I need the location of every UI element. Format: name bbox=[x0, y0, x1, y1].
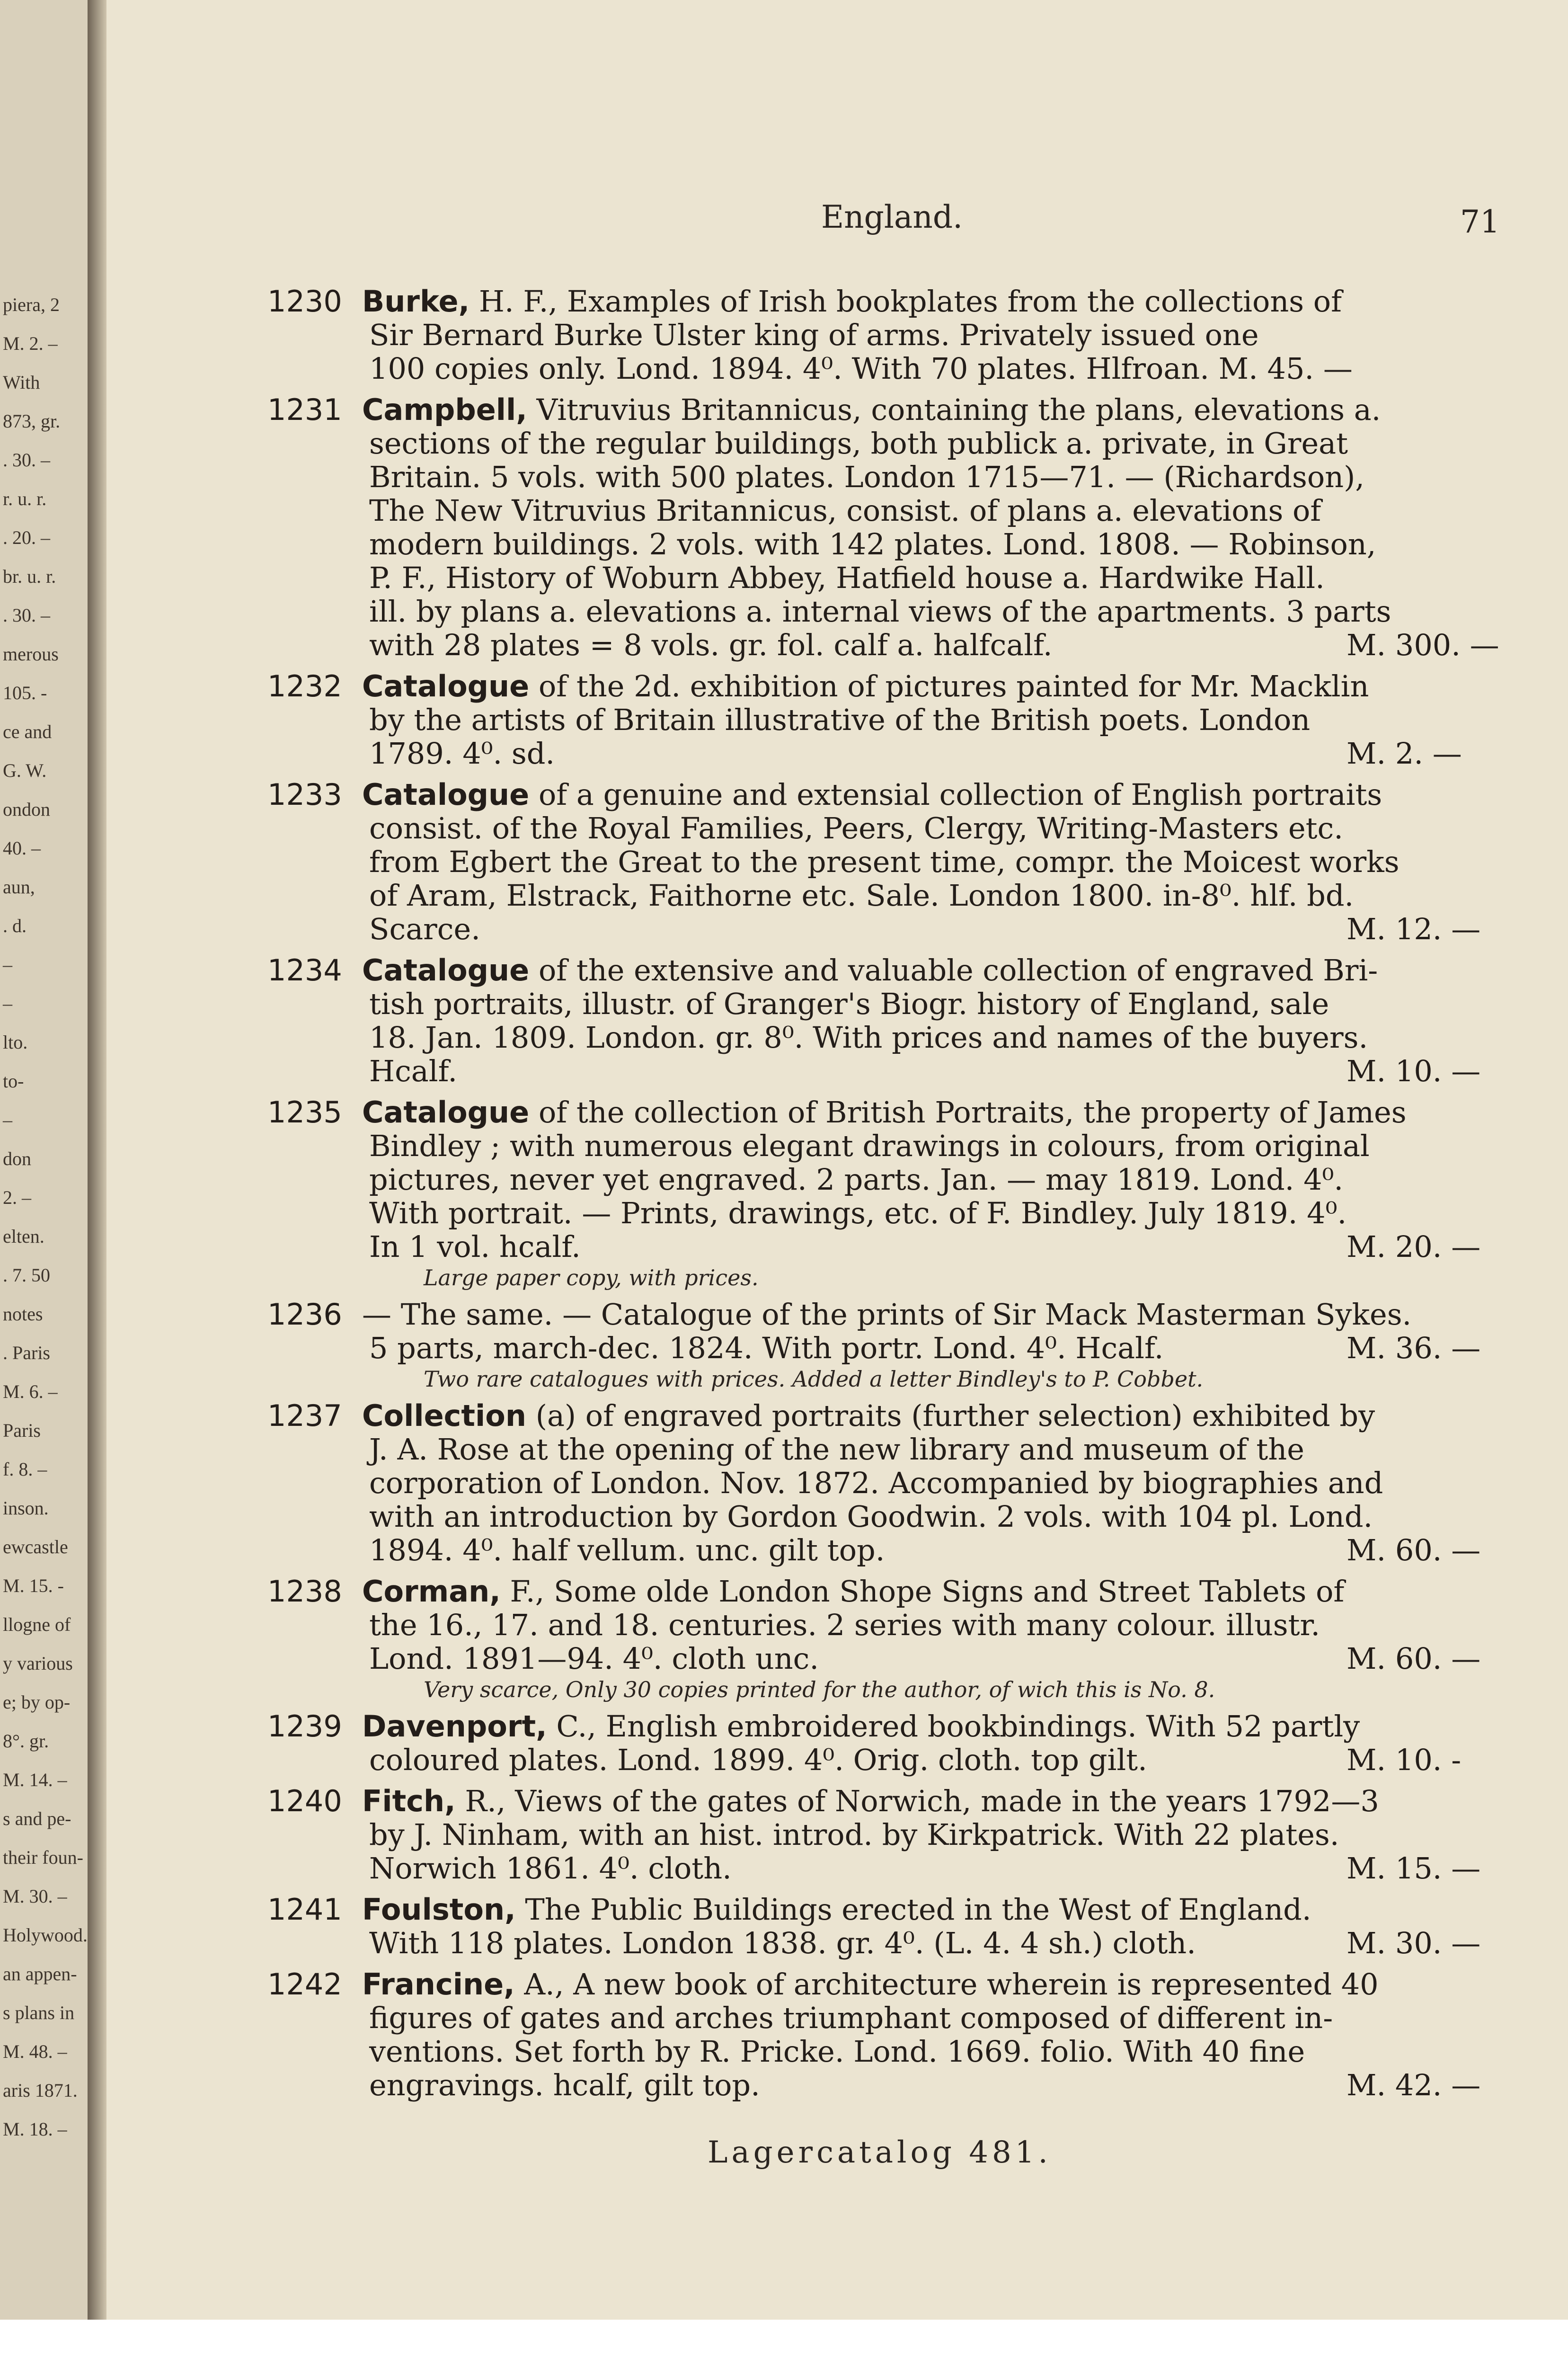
previous-page-fragment: f. 8. – bbox=[3, 1459, 47, 1480]
entry-number: 1234 bbox=[267, 953, 342, 988]
previous-page-fragment: ondon bbox=[3, 799, 50, 820]
previous-page-fragment: With bbox=[3, 372, 40, 393]
entry-text: C., English embroidered bookbindings. With 52 partly bbox=[556, 1709, 1360, 1744]
entry-text-line bbox=[362, 669, 1369, 703]
entry-number: 1232 bbox=[267, 669, 342, 703]
previous-page-fragment: M. 30. – bbox=[3, 1886, 67, 1907]
entry-note: Large paper copy, with prices. bbox=[424, 1265, 759, 1290]
entry-text: Britain. 5 vols. with 500 plates. London 1715—71. — (Richardson), bbox=[369, 460, 1364, 494]
previous-page-fragment: merous bbox=[3, 643, 59, 665]
previous-page-fragment: M. 18. – bbox=[3, 2118, 67, 2140]
previous-page-edge bbox=[0, 0, 90, 2320]
entry-text-line bbox=[362, 777, 1382, 812]
entry-text: The New Vitruvius Britannicus, consist. of plans a. elevations of bbox=[369, 493, 1321, 528]
previous-page-fragment: notes bbox=[3, 1303, 43, 1325]
entry-price: M. 12. — bbox=[1347, 912, 1481, 946]
previous-page-fragment: – bbox=[3, 954, 12, 975]
entry-number: 1235 bbox=[267, 1095, 342, 1130]
entry-text: coloured plates. Lond. 1899. 4⁰. Orig. cloth. top gilt. bbox=[369, 1743, 1147, 1777]
entry-text: 1894. 4⁰. half vellum. unc. gilt top. bbox=[369, 1533, 885, 1567]
previous-page-fragment: s and pe- bbox=[3, 1808, 71, 1829]
entry-price: M. 30. — bbox=[1347, 1926, 1481, 1960]
entry-text-line bbox=[369, 1020, 1368, 1055]
entry-text: with 28 plates = 8 vols. gr. fol. calf a. halfcalf. bbox=[369, 628, 1053, 662]
entry-text-line bbox=[362, 392, 1381, 427]
entry-number: 1236 bbox=[267, 1297, 342, 1332]
entry-text: figures of gates and arches triumphant composed of different in- bbox=[369, 2001, 1333, 2035]
previous-page-fragment: G. W. bbox=[3, 760, 47, 781]
book-gutter bbox=[88, 0, 106, 2320]
previous-page-fragment: . 20. – bbox=[3, 527, 50, 548]
entry-text-line bbox=[369, 2068, 760, 2102]
entry-price: M. 20. — bbox=[1347, 1229, 1481, 1264]
entry-text-line bbox=[369, 987, 1329, 1021]
entry-price: M. 300. — bbox=[1347, 628, 1499, 662]
previous-page-fragment: . 7. 50 bbox=[3, 1264, 50, 1286]
previous-page-fragment: – bbox=[3, 1109, 12, 1130]
entry-text: from Egbert the Great to the present time, compr. the Moicest works bbox=[369, 845, 1400, 879]
entry-text: sections of the regular buildings, both publick a. private, in Great bbox=[369, 426, 1348, 461]
entry-text-line bbox=[369, 1743, 1147, 1777]
entry-text: P. F., History of Woburn Abbey, Hatfield house a. Hardwike Hall. bbox=[369, 561, 1325, 595]
previous-page-fragment: to- bbox=[3, 1070, 24, 1092]
entry-text-line bbox=[369, 1466, 1383, 1500]
entry-text-line bbox=[369, 1162, 1343, 1197]
entry-text-line bbox=[369, 1926, 1196, 1960]
entry-text-line bbox=[369, 1229, 581, 1264]
entry-text-line bbox=[369, 628, 1053, 662]
previous-page-fragment: M. 14. – bbox=[3, 1769, 67, 1790]
previous-page-fragment: 8°. gr. bbox=[3, 1730, 49, 1752]
entry-text: by the artists of Britain illustrative of the British poets. London bbox=[369, 703, 1311, 737]
entry-text: In 1 vol. hcalf. bbox=[369, 1229, 581, 1264]
entry-text: Hcalf. bbox=[369, 1054, 458, 1088]
previous-page-fragment: br. u. r. bbox=[3, 566, 56, 587]
entry-text: the 16., 17. and 18. centuries. 2 series with many colour. illustr. bbox=[369, 1608, 1320, 1642]
previous-page-fragment: . Paris bbox=[3, 1342, 50, 1363]
entry-text-line bbox=[369, 493, 1321, 528]
previous-page-fragment: s plans in bbox=[3, 2002, 75, 2023]
previous-page-fragment: their foun- bbox=[3, 1847, 83, 1868]
entry-text: of the collection of British Portraits, the property of James bbox=[538, 1095, 1407, 1130]
entry-author: Catalogue bbox=[362, 669, 530, 703]
entry-text: pictures, never yet engraved. 2 parts. Jan. — may 1819. Lond. 4⁰. bbox=[369, 1162, 1344, 1197]
entry-text: of a genuine and extensial collection of English portraits bbox=[538, 777, 1382, 812]
entry-text-line bbox=[369, 736, 555, 771]
entry-text-line bbox=[362, 1709, 1360, 1744]
entry-author: Catalogue bbox=[362, 953, 530, 988]
entry-text: tish portraits, illustr. of Granger's Biogr. history of England, sale bbox=[369, 987, 1329, 1021]
entry-text: The Public Buildings erected in the West of England. bbox=[525, 1892, 1311, 1927]
entry-text: With portrait. — Prints, drawings, etc. of F. Bindley. July 1819. 4⁰. bbox=[369, 1196, 1347, 1230]
entry-number: 1240 bbox=[267, 1784, 342, 1818]
entry-text: 1789. 4⁰. sd. bbox=[369, 736, 555, 771]
entry-text: corporation of London. Nov. 1872. Accompanied by biographies and bbox=[369, 1466, 1383, 1500]
entry-price: M. 42. — bbox=[1347, 2068, 1481, 2102]
entry-number: 1242 bbox=[267, 1967, 342, 2002]
entry-author: Catalogue bbox=[362, 777, 530, 812]
entry-author: Campbell, bbox=[362, 392, 527, 427]
previous-page-fragment: Holywood. bbox=[3, 1924, 88, 1946]
entry-number: 1238 bbox=[267, 1574, 342, 1609]
entry-text: ventions. Set forth by R. Pricke. Lond. 1669. folio. With 40 fine bbox=[369, 2034, 1305, 2069]
entry-note: Very scarce, Only 30 copies printed for the author, of wich this is No. 8. bbox=[424, 1677, 1215, 1702]
entry-number: 1237 bbox=[267, 1398, 342, 1433]
entry-text: Bindley ; with numerous elegant drawings in colours, from original bbox=[369, 1129, 1370, 1163]
entry-text-line bbox=[369, 351, 1353, 386]
entry-text-line bbox=[369, 527, 1376, 561]
entry-text-line bbox=[369, 703, 1310, 737]
catalog-page bbox=[106, 0, 1568, 2320]
entry-author: Fitch, bbox=[362, 1784, 456, 1818]
previous-page-fragment: piera, 2 bbox=[3, 294, 60, 315]
viewer-footer-bar bbox=[0, 2320, 1568, 2367]
entry-text-line bbox=[369, 561, 1325, 595]
entry-text: 100 copies only. Lond. 1894. 4⁰. With 70 plates. Hlfroan. M. 45. — bbox=[369, 351, 1353, 386]
entry-text: 5 parts, march-dec. 1824. With portr. Lond. 4⁰. Hcalf. bbox=[369, 1331, 1164, 1365]
entry-text-line bbox=[369, 878, 1354, 913]
entry-text-line bbox=[369, 1054, 457, 1088]
entry-author: Davenport, bbox=[362, 1709, 547, 1744]
entry-author: Foulston, bbox=[362, 1892, 516, 1927]
previous-page-fragment: aun, bbox=[3, 876, 35, 898]
page-number: 71 bbox=[1460, 204, 1500, 240]
entry-price: M. 36. — bbox=[1347, 1331, 1481, 1365]
entry-text: Scarce. bbox=[369, 912, 480, 946]
entry-text: of the extensive and valuable collection of engraved Bri- bbox=[538, 953, 1378, 988]
entry-text-line bbox=[362, 1892, 1311, 1927]
entry-text: of Aram, Elstrack, Faithorne etc. Sale. London 1800. in-8⁰. hlf. bd. bbox=[369, 878, 1354, 913]
entry-text: H. F., Examples of Irish bookplates from the collections of bbox=[478, 284, 1342, 319]
entry-text: Norwich 1861. 4⁰. cloth. bbox=[369, 1851, 732, 1886]
entry-text: Sir Bernard Burke Ulster king of arms. Privately issued one bbox=[369, 318, 1259, 352]
previous-page-fragment: r. u. r. bbox=[3, 488, 47, 509]
entry-author: Collection bbox=[362, 1398, 527, 1433]
previous-page-fragment: 873, gr. bbox=[3, 410, 61, 432]
entry-text-line bbox=[369, 460, 1364, 494]
entry-text-line bbox=[369, 912, 480, 946]
previous-page-fragment: . d. bbox=[3, 915, 27, 936]
entry-price: M. 15. — bbox=[1347, 1851, 1481, 1886]
entry-price: M. 60. — bbox=[1347, 1641, 1481, 1676]
previous-page-fragment: ce and bbox=[3, 721, 52, 742]
entry-author: Catalogue bbox=[362, 1095, 530, 1130]
entry-text: of the 2d. exhibition of pictures painted for Mr. Macklin bbox=[538, 669, 1369, 703]
entry-text-line bbox=[369, 2034, 1305, 2069]
entry-text: J. A. Rose at the opening of the new library and museum of the bbox=[369, 1432, 1304, 1467]
entry-author: Burke, bbox=[362, 284, 470, 319]
entry-text-line bbox=[362, 953, 1378, 988]
entry-text-line bbox=[369, 1196, 1347, 1230]
entry-text: (a) of engraved portraits (further selection) exhibited by bbox=[535, 1398, 1375, 1433]
entry-text-line bbox=[362, 1297, 1411, 1332]
entry-text: modern buildings. 2 vols. with 142 plates. Lond. 1808. — Robinson, bbox=[369, 527, 1376, 561]
previous-page-fragment: lto. bbox=[3, 1032, 28, 1053]
previous-page-fragment: don bbox=[3, 1148, 31, 1169]
previous-page-fragment: . 30. – bbox=[3, 449, 50, 471]
previous-page-fragment: – bbox=[3, 993, 12, 1014]
previous-page-fragment: Paris bbox=[3, 1420, 41, 1441]
entry-text-line bbox=[369, 426, 1348, 461]
entry-number: 1241 bbox=[267, 1892, 342, 1927]
entry-number: 1231 bbox=[267, 392, 342, 427]
entry-text-line bbox=[369, 811, 1343, 845]
entry-text: A., A new book of architecture wherein is represented 40 bbox=[524, 1967, 1379, 2002]
entry-number: 1233 bbox=[267, 777, 342, 812]
previous-page-fragment: an appen- bbox=[3, 1963, 77, 1984]
previous-page-fragment: 2. – bbox=[3, 1187, 31, 1208]
previous-page-fragment: 105. - bbox=[3, 682, 47, 703]
entry-text: 18. Jan. 1809. London. gr. 8⁰. With prices and names of the buyers. bbox=[369, 1020, 1368, 1055]
entry-text-line bbox=[369, 1129, 1370, 1163]
entry-price: M. 10. — bbox=[1347, 1054, 1481, 1088]
previous-page-fragment: y various bbox=[3, 1653, 73, 1674]
entry-text-line bbox=[362, 1095, 1407, 1130]
entry-text-line bbox=[369, 318, 1259, 352]
previous-page-fragment: . 30. – bbox=[3, 605, 50, 626]
previous-page-fragment: ewcastle bbox=[3, 1536, 68, 1557]
entry-text: F., Some olde London Shope Signs and Street Tablets of bbox=[510, 1574, 1345, 1609]
entry-text-line bbox=[362, 1967, 1379, 2002]
entry-number: 1239 bbox=[267, 1709, 342, 1744]
previous-page-fragment: M. 15. - bbox=[3, 1575, 64, 1596]
entry-text: engravings. hcalf, gilt top. bbox=[369, 2068, 760, 2102]
entry-text-line bbox=[362, 1574, 1344, 1609]
entry-text: with an introduction by Gordon Goodwin. 2 vols. with 104 pl. Lond. bbox=[369, 1499, 1373, 1534]
entry-author: Corman, bbox=[362, 1574, 501, 1609]
entry-text: consist. of the Royal Families, Peers, Clergy, Writing-Masters etc. bbox=[369, 811, 1343, 845]
entry-text-line bbox=[369, 1331, 1163, 1365]
entry-text-line bbox=[369, 1851, 732, 1886]
entry-text-line bbox=[369, 1641, 819, 1676]
entry-text: by J. Ninham, with an hist. introd. by Kirkpatrick. With 22 plates. bbox=[369, 1817, 1339, 1852]
entry-text-line bbox=[369, 1499, 1373, 1534]
previous-page-fragment: llogne of bbox=[3, 1614, 71, 1635]
entry-note: Two rare catalogues with prices. Added a letter Bindley's to P. Cobbet. bbox=[424, 1366, 1204, 1392]
previous-page-fragment: M. 6. – bbox=[3, 1381, 58, 1402]
entry-text: — The same. — Catalogue of the prints of Sir Mack Masterman Sykes. bbox=[362, 1297, 1412, 1332]
previous-page-fragment: M. 48. – bbox=[3, 2041, 67, 2062]
previous-page-fragment: 40. – bbox=[3, 837, 41, 859]
entry-text: ill. by plans a. elevations a. internal views of the apartments. 3 parts bbox=[369, 594, 1391, 629]
entry-text-line bbox=[369, 1533, 885, 1567]
entry-text: Lond. 1891—94. 4⁰. cloth unc. bbox=[369, 1641, 819, 1676]
entry-text-line bbox=[369, 1432, 1304, 1467]
entry-text-line bbox=[369, 2001, 1333, 2035]
previous-page-fragment: M. 2. – bbox=[3, 333, 58, 354]
entry-price: M. 10. - bbox=[1347, 1743, 1462, 1777]
previous-page-fragment: e; by op- bbox=[3, 1691, 71, 1713]
running-header: England. bbox=[821, 199, 963, 235]
entry-text-line bbox=[362, 1784, 1379, 1818]
entry-text-line bbox=[362, 284, 1342, 319]
entry-author: Francine, bbox=[362, 1967, 515, 2002]
catalog-footer: Lagercatalog 481. bbox=[708, 2135, 1052, 2170]
entry-text: Vitruvius Britannicus, containing the plans, elevations a. bbox=[536, 392, 1381, 427]
entry-text-line bbox=[362, 1398, 1375, 1433]
entry-text-line bbox=[369, 845, 1400, 879]
previous-page-fragment: elten. bbox=[3, 1226, 44, 1247]
entry-text-line bbox=[369, 1608, 1320, 1642]
entry-number: 1230 bbox=[267, 284, 342, 319]
entry-price: M. 2. — bbox=[1347, 736, 1462, 771]
previous-page-fragment: inson. bbox=[3, 1497, 49, 1519]
entry-price: M. 60. — bbox=[1347, 1533, 1481, 1567]
entry-text-line bbox=[369, 594, 1391, 629]
entry-text: R., Views of the gates of Norwich, made in the years 1792—3 bbox=[465, 1784, 1379, 1818]
entry-text: With 118 plates. London 1838. gr. 4⁰. (L. 4. 4 sh.) cloth. bbox=[369, 1926, 1196, 1960]
entry-text-line bbox=[369, 1817, 1339, 1852]
previous-page-fragment: aris 1871. bbox=[3, 2080, 78, 2101]
